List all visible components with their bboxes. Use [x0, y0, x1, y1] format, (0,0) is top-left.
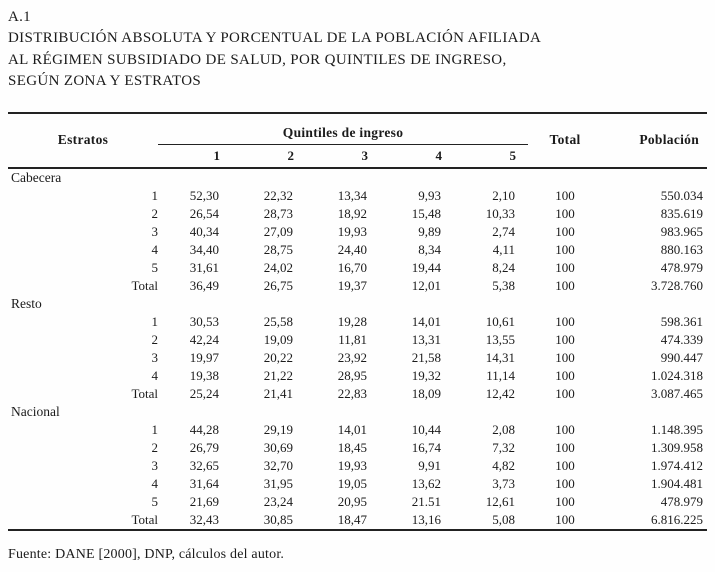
quintile-cell: 28,95 — [337, 367, 367, 383]
quintile-cell: 28,73 — [263, 205, 293, 221]
quintile-cell: 5,08 — [492, 511, 516, 527]
quintile-cell: 8,34 — [418, 241, 441, 257]
quintile-cell: 30,53 — [189, 313, 219, 329]
quintile-cell: 52,30 — [189, 187, 219, 203]
quintile-cell: 27,09 — [263, 223, 293, 239]
stratum-cell: 4 — [151, 241, 158, 257]
population-cell: 983.965 — [660, 223, 704, 239]
population-cell: 1.309.958 — [651, 439, 704, 455]
quintile-cell: 18,45 — [337, 439, 367, 455]
population-cell: 1.024.318 — [651, 367, 704, 383]
stratum-cell: 4 — [151, 475, 158, 491]
stratum-cell: 1 — [151, 313, 158, 329]
quintile-cell: 19,28 — [337, 313, 367, 329]
quintile-cell: 12,01 — [411, 277, 441, 293]
quintile-cell: 9,89 — [418, 223, 441, 239]
quintile-cell: 32,65 — [189, 457, 219, 473]
quintile-cell: 20,22 — [263, 349, 293, 365]
quintile-cell: 2,08 — [492, 421, 516, 437]
quintile-cell: 21,41 — [263, 385, 293, 401]
total-cell: 100 — [555, 277, 575, 293]
population-cell: 880.163 — [660, 241, 704, 257]
quintile-cell: 19,37 — [337, 277, 367, 293]
population-cell: 990.447 — [660, 349, 704, 365]
section-label: Nacional — [11, 403, 60, 419]
quintile-cell: 32,43 — [189, 511, 219, 527]
population-cell: 598.361 — [660, 313, 704, 329]
table-row — [8, 259, 707, 277]
quintile-3-header: 3 — [306, 144, 380, 168]
population-cell: 478.979 — [660, 493, 704, 509]
quintile-cell: 36,49 — [189, 277, 219, 293]
data-table — [8, 112, 707, 531]
stratum-cell: 2 — [151, 205, 158, 221]
table-row — [8, 457, 707, 475]
total-header: Total — [528, 113, 602, 168]
stratum-cell: 3 — [151, 349, 158, 365]
quintile-cell: 23,24 — [263, 493, 293, 509]
quintile-cell: 19,93 — [337, 457, 367, 473]
table-number: A.1 — [8, 9, 31, 25]
title-line-2: AL RÉGIMEN SUBSIDIADO DE SALUD, POR QUINTILES DE INGRESO, — [8, 51, 507, 68]
quintile-cell: 31,95 — [263, 475, 293, 491]
table-row — [8, 385, 707, 403]
total-cell: 100 — [555, 313, 575, 329]
quintile-cell: 4,82 — [492, 457, 516, 473]
quintile-cell: 7,32 — [492, 439, 516, 455]
quintile-cell: 19,05 — [337, 475, 367, 491]
quintile-cell: 24,02 — [263, 259, 293, 275]
quintile-cell: 5,38 — [492, 277, 516, 293]
source-note: Fuente: DANE [2000], DNP, cálculos del autor. — [8, 546, 285, 562]
title-line-3: SEGÚN ZONA Y ESTRATOS — [8, 73, 202, 89]
quintile-cell: 44,28 — [189, 421, 219, 437]
quintile-cell: 28,75 — [263, 241, 293, 257]
total-cell: 100 — [555, 187, 575, 203]
stratum-cell: 1 — [151, 187, 158, 203]
stratum-cell: 3 — [151, 223, 158, 239]
title-line-1: DISTRIBUCIÓN ABSOLUTA Y PORCENTUAL DE LA POBLACIÓN AFILIADA — [8, 30, 542, 46]
quintile-cell: 19,93 — [337, 223, 367, 239]
stratum-cell: 5 — [151, 259, 158, 275]
table-row — [8, 511, 707, 530]
quintile-cell: 21,22 — [263, 367, 293, 383]
population-cell: 3.728.760 — [651, 277, 704, 293]
quintiles-group-header: Quintiles de ingreso — [158, 113, 528, 145]
table-row — [8, 277, 707, 295]
quintile-cell: 4,11 — [492, 241, 516, 257]
quintile-cell: 10,44 — [411, 421, 441, 437]
quintile-cell: 31,61 — [189, 259, 219, 275]
quintile-cell: 14,01 — [411, 313, 441, 329]
quintile-cell: 2,10 — [492, 187, 516, 203]
population-cell: 474.339 — [660, 331, 704, 347]
quintile-cell: 16,70 — [337, 259, 367, 275]
quintile-cell: 22,32 — [263, 187, 293, 203]
quintile-cell: 10,61 — [485, 313, 516, 329]
population-cell: 1.904.481 — [651, 475, 704, 491]
total-cell: 100 — [555, 439, 575, 455]
quintile-cell: 13,62 — [411, 475, 441, 491]
header-row-top — [8, 113, 707, 145]
table-row — [8, 349, 707, 367]
quintile-cell: 9,93 — [418, 187, 441, 203]
quintile-cell: 3,73 — [492, 475, 516, 491]
quintile-cell: 11,14 — [486, 367, 516, 383]
quintile-cell: 21,58 — [411, 349, 441, 365]
table-body — [8, 168, 707, 530]
quintile-cell: 40,34 — [189, 223, 219, 239]
quintile-cell: 13,31 — [411, 331, 441, 347]
table-row — [8, 187, 707, 205]
quintile-cell: 13,55 — [485, 331, 516, 347]
quintile-cell: 21,69 — [189, 493, 219, 509]
table-row — [8, 493, 707, 511]
stratum-cell: 5 — [151, 493, 158, 509]
total-cell: 100 — [555, 457, 575, 473]
stratum-cell: 2 — [151, 439, 158, 455]
stratum-cell: 3 — [151, 457, 158, 473]
total-cell: 100 — [555, 349, 575, 365]
population-cell: 1.974.412 — [651, 457, 704, 473]
quintile-cell: 19,97 — [189, 349, 219, 365]
quintile-cell: 30,69 — [263, 439, 293, 455]
quintile-cell: 31,64 — [189, 475, 219, 491]
section-row — [8, 403, 707, 421]
table-row — [8, 331, 707, 349]
quintile-cell: 12,61 — [485, 493, 516, 509]
section-row — [8, 168, 707, 187]
quintile-cell: 10,33 — [485, 205, 516, 221]
table-row — [8, 223, 707, 241]
table-header — [8, 113, 707, 168]
quintile-cell: 26,79 — [189, 439, 219, 455]
stratum-cell: 4 — [151, 367, 158, 383]
population-cell: 1.148.395 — [651, 421, 704, 437]
quintile-cell: 8,24 — [492, 259, 516, 275]
table-row — [8, 367, 707, 385]
quintile-5-header: 5 — [454, 144, 528, 168]
section-row — [8, 295, 707, 313]
quintile-4-header: 4 — [380, 144, 454, 168]
quintile-cell: 25,24 — [189, 385, 219, 401]
quintile-cell: 13,16 — [411, 511, 441, 527]
population-cell: 550.034 — [660, 187, 704, 203]
stratum-cell: Total — [131, 277, 158, 293]
page-title — [8, 28, 707, 93]
quintile-cell: 12,42 — [485, 385, 516, 401]
quintile-cell: 19,38 — [189, 367, 219, 383]
table-row — [8, 313, 707, 331]
quintile-2-header: 2 — [232, 144, 306, 168]
quintile-cell: 34,40 — [189, 241, 219, 257]
quintile-cell: 26,75 — [263, 277, 293, 293]
quintile-cell: 18,92 — [337, 205, 367, 221]
total-cell: 100 — [555, 511, 575, 527]
quintile-cell: 22,83 — [337, 385, 367, 401]
population-cell: 3.087.465 — [651, 385, 704, 401]
quintile-cell: 25,58 — [263, 313, 293, 329]
quintile-cell: 19,44 — [411, 259, 441, 275]
quintile-cell: 11,81 — [338, 331, 367, 347]
table-row — [8, 241, 707, 259]
quintile-cell: 21.51 — [411, 493, 441, 509]
total-cell: 100 — [555, 367, 575, 383]
quintile-1-header: 1 — [158, 144, 232, 168]
total-cell: 100 — [555, 241, 575, 257]
quintile-cell: 32,70 — [263, 457, 293, 473]
poblacion-header: Población — [602, 113, 707, 168]
section-label: Cabecera — [11, 169, 62, 185]
total-cell: 100 — [555, 421, 575, 437]
quintile-cell: 26,54 — [189, 205, 219, 221]
quintile-cell: 19,32 — [411, 367, 441, 383]
population-cell: 6.816.225 — [651, 511, 704, 527]
stratum-cell: 1 — [151, 421, 158, 437]
section-label: Resto — [11, 295, 42, 311]
total-cell: 100 — [555, 475, 575, 491]
total-cell: 100 — [555, 385, 575, 401]
estratos-header: Estratos — [8, 113, 158, 168]
quintile-cell: 42,24 — [189, 331, 219, 347]
total-cell: 100 — [555, 493, 575, 509]
stratum-cell: Total — [131, 511, 158, 527]
quintile-cell: 2,74 — [492, 223, 516, 239]
total-cell: 100 — [555, 205, 575, 221]
quintile-cell: 16,74 — [411, 439, 441, 455]
population-cell: 835.619 — [660, 205, 704, 221]
total-cell: 100 — [555, 331, 575, 347]
table-row — [8, 421, 707, 439]
stratum-cell: 2 — [151, 331, 158, 347]
quintile-cell: 29,19 — [263, 421, 293, 437]
total-cell: 100 — [555, 223, 575, 239]
quintile-cell: 9,91 — [418, 457, 441, 473]
quintile-cell: 14,01 — [337, 421, 367, 437]
quintile-cell: 13,34 — [337, 187, 367, 203]
table-row — [8, 205, 707, 223]
table-row — [8, 475, 707, 493]
table-row — [8, 439, 707, 457]
quintile-cell: 19,09 — [263, 331, 293, 347]
quintile-cell: 18,09 — [411, 385, 441, 401]
quintile-cell: 30,85 — [263, 511, 293, 527]
quintile-cell: 20,95 — [337, 493, 367, 509]
total-cell: 100 — [555, 259, 575, 275]
quintile-cell: 14,31 — [485, 349, 516, 365]
population-cell: 478.979 — [660, 259, 704, 275]
quintile-cell: 23,92 — [337, 349, 367, 365]
quintile-cell: 15,48 — [411, 205, 441, 221]
quintile-cell: 18,47 — [337, 511, 367, 527]
quintile-cell: 24,40 — [337, 241, 367, 257]
stratum-cell: Total — [131, 385, 158, 401]
